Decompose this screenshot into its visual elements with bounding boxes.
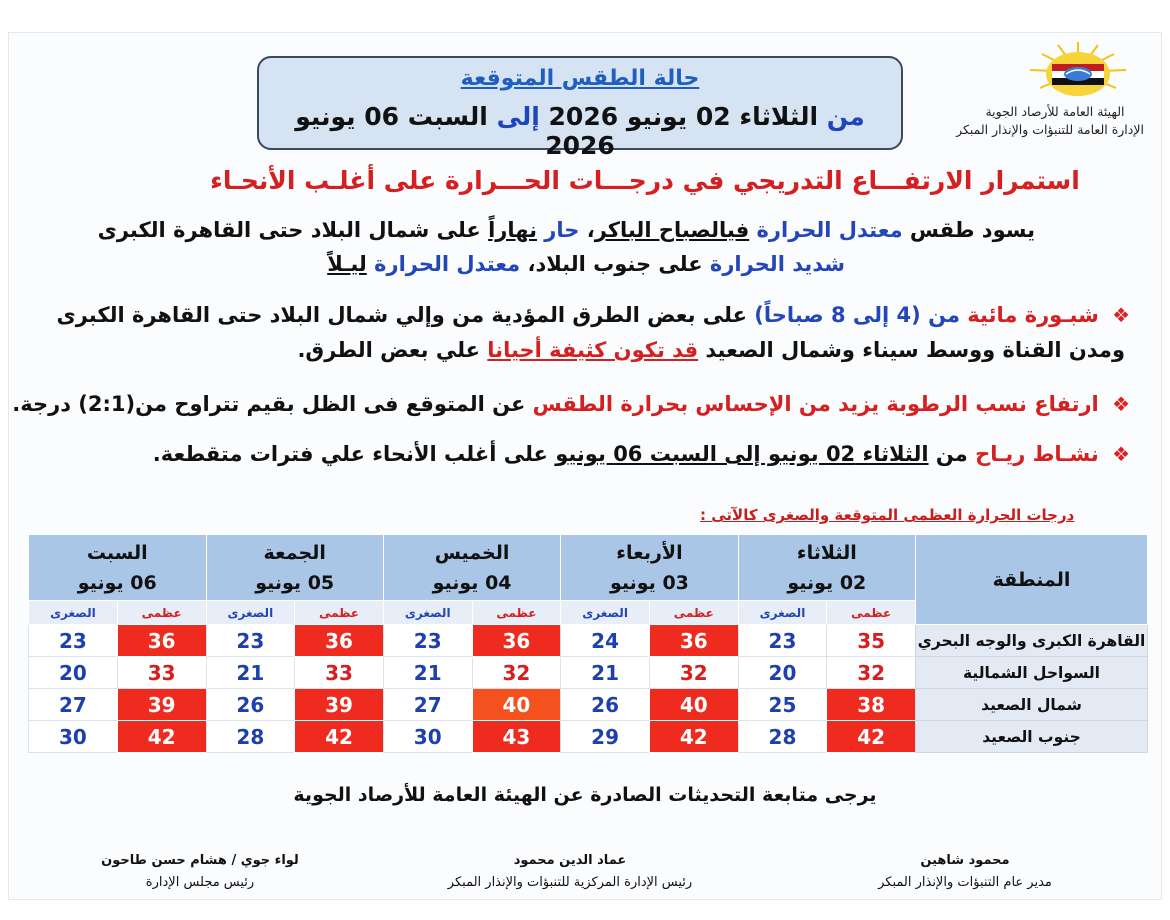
day-header: [561, 535, 738, 601]
min-temp-cell: 27: [383, 689, 472, 721]
title-box: [257, 56, 903, 160]
max-temp-cell: 39: [117, 689, 206, 721]
summary-text: الصباح الباكر: [594, 218, 727, 242]
min-temp-cell: 21: [561, 657, 650, 689]
summary-text: نهاراً: [488, 218, 537, 242]
day-header: [383, 535, 560, 601]
min-temp-cell: 30: [383, 721, 472, 753]
bullet-text: على أغلب الأنحاء علي فترات متقطعة.: [152, 442, 548, 466]
table-row: [29, 657, 1148, 689]
max-label: عظمى: [827, 601, 916, 625]
max-temp-cell: 40: [472, 689, 561, 721]
max-label: عظمى: [649, 601, 738, 625]
max-label: عظمى: [295, 601, 384, 625]
signature-name: عماد الدين محمود: [513, 853, 627, 868]
signature-title: رئيس الإدارة المركزية للتنبؤات والإنذار المبكر: [447, 875, 693, 890]
max-temp-cell: 33: [117, 657, 206, 689]
min-temp-cell: 26: [206, 689, 295, 721]
bullet-text: نشـاط ريـاح: [975, 442, 1099, 466]
summary-text: معتدل الحرارة: [756, 218, 903, 242]
day-name: الأربعاء: [616, 541, 683, 564]
max-temp-cell: 35: [827, 625, 916, 657]
org-department: الإدارة العامة للتنبؤات والإنذار المبكر: [956, 122, 1144, 137]
day-date: 06 يونيو: [77, 571, 157, 594]
table-row: [29, 721, 1148, 753]
temperature-table: [28, 534, 1148, 753]
day-name: الثلاثاء: [796, 541, 857, 564]
table-row: [29, 625, 1148, 657]
bullet-text: علي بعض الطرق.: [297, 338, 480, 362]
signature-title: رئيس مجلس الإدارة: [145, 875, 255, 890]
summary-text: معتدل الحرارة: [374, 252, 521, 276]
bullet-text: قد تكون كثيفة أحيانا: [487, 338, 699, 362]
forecast-period: [259, 102, 901, 160]
min-label: الصغرى: [738, 601, 827, 625]
day-date: 04 يونيو: [432, 571, 512, 594]
day-date: 03 يونيو: [609, 571, 689, 594]
period-from: من: [826, 102, 865, 131]
bullet-icon: ❖: [1112, 392, 1130, 416]
summary-text: حار: [544, 218, 580, 242]
max-temp-cell: 33: [295, 657, 384, 689]
bullet-icon: ❖: [1112, 303, 1130, 327]
bullet-text: عن المتوقع فى الظل بقيم تتراوح من(2:1) درجة.: [12, 392, 526, 416]
signature-name: محمود شاهين: [920, 853, 1010, 868]
bulletin-panel: [8, 32, 1162, 900]
day-header: [206, 535, 383, 601]
min-temp-cell: 23: [206, 625, 295, 657]
max-temp-cell: 36: [117, 625, 206, 657]
min-temp-cell: 27: [29, 689, 118, 721]
summary-text: على جنوب البلاد،: [527, 252, 703, 276]
min-temp-cell: 26: [561, 689, 650, 721]
min-temp-cell: 21: [206, 657, 295, 689]
summary-text: ليـلاً: [327, 252, 367, 276]
min-label: الصغرى: [29, 601, 118, 625]
table-row: [29, 689, 1148, 721]
signature-2: [410, 850, 730, 894]
ema-logo-icon: [1026, 40, 1130, 104]
headline: استمرار الارتفـــاع التدريجي في درجـــات الحـــرارة على أغلـب الأنحـاء: [210, 166, 1080, 195]
min-temp-cell: 21: [383, 657, 472, 689]
max-label: عظمى: [117, 601, 206, 625]
max-temp-cell: 42: [295, 721, 384, 753]
table-title: درجات الحرارة العظمى المتوقعة والصغرى كالآتى :: [700, 506, 1075, 524]
period-to: إلى: [496, 102, 540, 131]
max-temp-cell: 38: [827, 689, 916, 721]
max-temp-cell: 32: [649, 657, 738, 689]
bullet-fog: [56, 303, 1130, 327]
min-label: الصغرى: [383, 601, 472, 625]
max-temp-cell: 36: [649, 625, 738, 657]
min-temp-cell: 20: [29, 657, 118, 689]
day-name: الخميس: [434, 541, 510, 564]
bullet-text: ارتفاع نسب الرطوبة يزيد من الإحساس بحرارة الطقس: [532, 392, 1099, 416]
day-date: 05 يونيو: [255, 571, 335, 594]
day-name: السبت: [86, 541, 148, 564]
period-end: السبت 06 يونيو 2026: [295, 102, 615, 160]
max-temp-cell: 42: [649, 721, 738, 753]
bullet-text: الثلاثاء 02 يونيو إلى السبت 06 يونيو: [555, 442, 929, 466]
max-temp-cell: 32: [472, 657, 561, 689]
min-label: الصغرى: [561, 601, 650, 625]
bullet-text: من (4 إلى 8 صباحاً): [754, 303, 960, 327]
bullet-text: شبـورة مائية: [967, 303, 1099, 327]
min-temp-cell: 28: [738, 721, 827, 753]
region-cell: شمال الصعيد: [916, 689, 1148, 721]
min-temp-cell: 23: [29, 625, 118, 657]
bullet-fog-line-2: [297, 338, 1125, 362]
summary-text: يسود طقس: [909, 218, 1035, 242]
day-header: [29, 535, 207, 601]
max-temp-cell: 43: [472, 721, 561, 753]
summary-line-1: [98, 218, 1035, 242]
bullet-text: ومدن القناة ووسط سيناء وشمال الصعيد: [705, 338, 1125, 362]
min-temp-cell: 29: [561, 721, 650, 753]
max-temp-cell: 42: [117, 721, 206, 753]
max-label: عظمى: [472, 601, 561, 625]
signature-3: [60, 850, 340, 894]
max-temp-cell: 36: [295, 625, 384, 657]
summary-text: ،: [586, 218, 595, 242]
signature-name: لواء جوي / هشام حسن طاحون: [101, 853, 299, 868]
bullet-wind: [153, 442, 1130, 466]
min-temp-cell: 20: [738, 657, 827, 689]
bullet-icon: ❖: [1112, 442, 1130, 466]
region-cell: السواحل الشمالية: [916, 657, 1148, 689]
summary-line-2: [327, 252, 845, 276]
min-temp-cell: 25: [738, 689, 827, 721]
summary-text: شديد الحرارة: [709, 252, 845, 276]
region-cell: جنوب الصعيد: [916, 721, 1148, 753]
min-temp-cell: 30: [29, 721, 118, 753]
day-name: الجمعة: [263, 541, 326, 564]
min-temp-cell: 24: [561, 625, 650, 657]
bullet-text: من: [935, 442, 968, 466]
min-temp-cell: 23: [383, 625, 472, 657]
region-cell: القاهرة الكبرى والوجه البحري: [916, 625, 1148, 657]
min-temp-cell: 28: [206, 721, 295, 753]
bullet-text: على بعض الطرق المؤدية من وإلي شمال البلاد حتى القاهرة الكبرى: [56, 303, 747, 327]
org-name: الهيئة العامة للأرصاد الجوية: [985, 104, 1125, 119]
signature-1: [815, 850, 1115, 894]
signature-title: مدير عام التنبؤات والإنذار المبكر: [878, 875, 1052, 890]
day-date: 02 يونيو: [787, 571, 867, 594]
max-temp-cell: 36: [472, 625, 561, 657]
region-header: المنطقة: [916, 535, 1148, 625]
min-temp-cell: 23: [738, 625, 827, 657]
day-header: [738, 535, 915, 601]
max-temp-cell: 42: [827, 721, 916, 753]
min-label: الصغرى: [206, 601, 295, 625]
period-start: الثلاثاء 02 يونيو 2026: [548, 102, 819, 131]
bullet-humidity: [12, 392, 1130, 416]
summary-text: على شمال البلاد حتى القاهرة الكبرى: [97, 218, 481, 242]
summary-text: في: [726, 218, 750, 242]
max-temp-cell: 40: [649, 689, 738, 721]
footer-note: يرجى متابعة التحديثات الصادرة عن الهيئة العامة للأرصاد الجوية: [293, 784, 877, 806]
max-temp-cell: 32: [827, 657, 916, 689]
page-title: حالة الطقس المتوقعة: [460, 66, 700, 91]
max-temp-cell: 39: [295, 689, 384, 721]
